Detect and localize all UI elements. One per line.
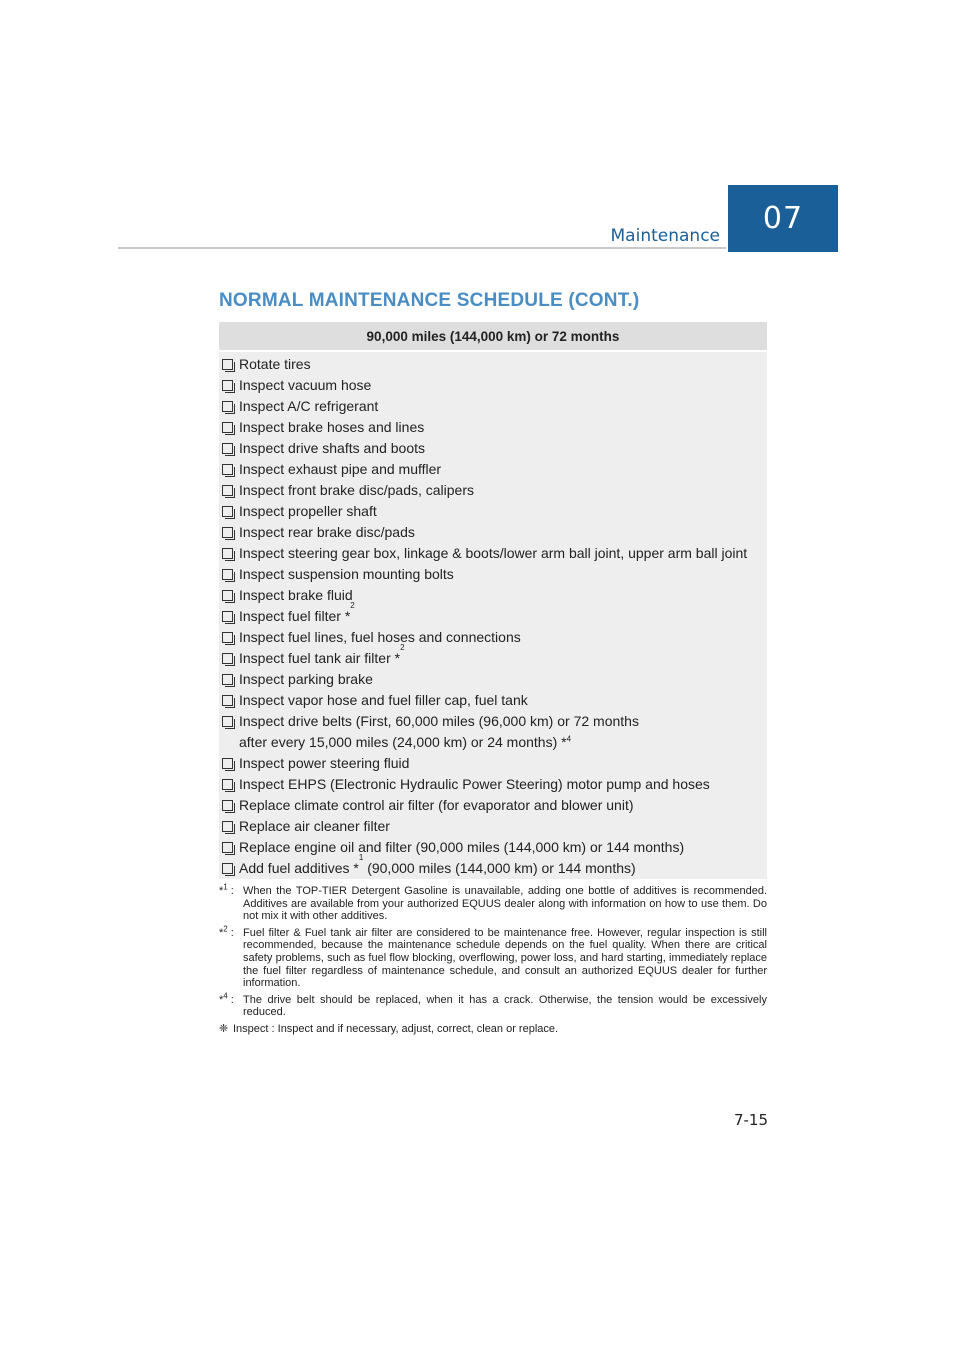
schedule-item-text: Inspect fuel filter * [239, 608, 351, 624]
schedule-item-text: Inspect propeller shaft [239, 503, 377, 519]
inspect-definition-text: Inspect : Inspect and if necessary, adjust, correct, clean or replace. [233, 1022, 559, 1035]
footnote-mark [219, 924, 243, 990]
checkbox-icon [222, 800, 233, 811]
footnote-text: When the TOP-TIER Detergent Gasoline is unavailable, adding one bottle of additives is recommended. Additives are available from your authorized EQUUS dealer along with information on how to use them. Do not mix it with other additives. [243, 885, 767, 923]
schedule-item [219, 459, 767, 480]
schedule-item [219, 354, 767, 375]
checkbox-icon [222, 758, 233, 769]
schedule-item [219, 711, 767, 732]
footnote-mark [219, 882, 243, 923]
checkbox-icon [222, 506, 233, 517]
footnote-separator: : [227, 993, 234, 1006]
checkbox-icon [222, 716, 233, 727]
checkbox-icon [222, 485, 233, 496]
schedule-item: Inspect fuel tank air filter * 2 [219, 648, 767, 669]
footnote-asterisk: * [219, 926, 224, 939]
schedule-table [219, 322, 767, 879]
footnote [219, 991, 767, 1019]
footnote-number: 4 [223, 991, 228, 1001]
checkbox-icon [222, 422, 233, 433]
footnote-ref: 4 [566, 734, 572, 744]
checkbox-icon [222, 548, 233, 559]
schedule-item-text: Inspect vacuum hose [239, 377, 372, 393]
schedule-item [219, 396, 767, 417]
checkbox-icon [222, 779, 233, 790]
schedule-item-text: Inspect exhaust pipe and muffler [239, 461, 442, 477]
schedule-item [219, 417, 767, 438]
schedule-item-text: Inspect parking brake [239, 671, 373, 687]
schedule-item-text: Inspect fuel tank air filter * [239, 650, 401, 666]
schedule-item-text: Replace climate control air filter (for evaporator and blower unit) [239, 797, 634, 813]
schedule-item [219, 522, 767, 543]
schedule-item [219, 543, 767, 564]
schedule-item-text: Inspect drive belts (First, 60,000 miles (96,000 km) or 72 months [239, 713, 639, 729]
schedule-item-text-after: (90,000 miles (144,000 km) or 144 months) [363, 860, 636, 876]
schedule-item [219, 375, 767, 396]
checkbox-icon [222, 674, 233, 685]
footnote-number: 2 [223, 924, 228, 934]
schedule-item-text: Inspect EHPS (Electronic Hydraulic Power Steering) motor pump and hoses [239, 776, 710, 792]
checkbox-icon [222, 527, 233, 538]
schedule-interval-header: 90,000 miles (144,000 km) or 72 months [219, 322, 767, 350]
checkbox-icon [222, 863, 233, 874]
checkbox-icon [222, 569, 233, 580]
schedule-item [219, 669, 767, 690]
schedule-item [219, 816, 767, 837]
schedule-item-text: Inspect fuel lines, fuel hoses and connections [239, 629, 521, 645]
schedule-item: Add fuel additives * 1 (90,000 miles (144,000 km) or 144 months) [219, 858, 767, 879]
schedule-item-text: Inspect brake hoses and lines [239, 419, 425, 435]
footnote-separator: : [227, 926, 234, 939]
checkbox-icon [222, 632, 233, 643]
schedule-item-text: Add fuel additives * [239, 860, 359, 876]
inspect-definition [219, 1023, 767, 1036]
footnote-mark [219, 991, 243, 1019]
schedule-item-text: Inspect brake fluid [239, 587, 353, 603]
footnote-asterisk: * [219, 993, 224, 1006]
checkbox-icon [222, 464, 233, 475]
checkbox-icon [222, 359, 233, 370]
schedule-item [219, 837, 767, 858]
checkbox-icon [222, 695, 233, 706]
section-title: NORMAL MAINTENANCE SCHEDULE (CONT.) [219, 290, 640, 311]
schedule-item-text: Inspect suspension mounting bolts [239, 566, 454, 582]
footnote-asterisk: * [219, 885, 224, 897]
header-rule [118, 247, 726, 249]
chapter-label: Maintenance [610, 226, 720, 246]
footnotes [219, 882, 767, 1036]
schedule-item-continuation [219, 732, 767, 753]
schedule-item-text: Replace engine oil and filter (90,000 miles (144,000 km) or 144 months) [239, 839, 685, 855]
footnote-text: The drive belt should be replaced, when it has a crack. Otherwise, the tension would be excessively reduced. [243, 993, 767, 1019]
checkbox-icon [222, 611, 233, 622]
schedule-item: Inspect fuel filter * 2 [219, 606, 767, 627]
schedule-item [219, 501, 767, 522]
checkbox-icon [222, 590, 233, 601]
footnote-text: Fuel filter & Fuel tank air filter are considered to be maintenance free. However, regular inspection is still recommended, because the maintenance schedule depends on the fuel quality. When there are critical safety problems, such as fuel flow blocking, overflowing, power loss, and hard starting, immediately replace the fuel filter regardless of maintenance schedule, and consult an authorized EQUUS dealer for further information. [243, 926, 767, 990]
schedule-item [219, 438, 767, 459]
schedule-item-text: Inspect drive shafts and boots [239, 440, 425, 456]
checkbox-icon [222, 653, 233, 664]
schedule-item-text: Inspect front brake disc/pads, calipers [239, 482, 475, 498]
schedule-items [219, 350, 767, 879]
schedule-item [219, 480, 767, 501]
footnote-list [219, 882, 767, 1019]
schedule-item [219, 585, 767, 606]
checkbox-icon [222, 380, 233, 391]
asterisk-flower-icon: ❈ [219, 1022, 229, 1035]
schedule-item [219, 774, 767, 795]
checkbox-icon [222, 443, 233, 454]
footnote [219, 924, 767, 990]
schedule-item-text: Inspect A/C refrigerant [239, 398, 379, 414]
page-number: 7-15 [733, 1111, 768, 1129]
schedule-item-text: Inspect steering gear box, linkage & boots/lower arm ball joint, upper arm ball joint [239, 545, 748, 561]
footnote [219, 882, 767, 923]
schedule-item [219, 564, 767, 585]
continuation-text: after every 15,000 miles (24,000 km) or 24 months) * [239, 734, 567, 750]
schedule-item-text: Inspect vapor hose and fuel filler cap, fuel tank [239, 692, 528, 708]
checkbox-icon [222, 842, 233, 853]
schedule-item-text: Replace air cleaner filter [239, 818, 390, 834]
schedule-item [219, 795, 767, 816]
checkbox-icon [222, 821, 233, 832]
schedule-item [219, 753, 767, 774]
checkbox-icon [222, 401, 233, 412]
footnote-number: 1 [223, 882, 228, 892]
footnote-separator: : [227, 885, 234, 897]
schedule-item-text: Rotate tires [239, 356, 311, 372]
schedule-item-text: Inspect power steering fluid [239, 755, 410, 771]
schedule-item-text: Inspect rear brake disc/pads [239, 524, 415, 540]
schedule-item [219, 627, 767, 648]
chapter-tab: 07 [728, 185, 838, 252]
schedule-item [219, 690, 767, 711]
